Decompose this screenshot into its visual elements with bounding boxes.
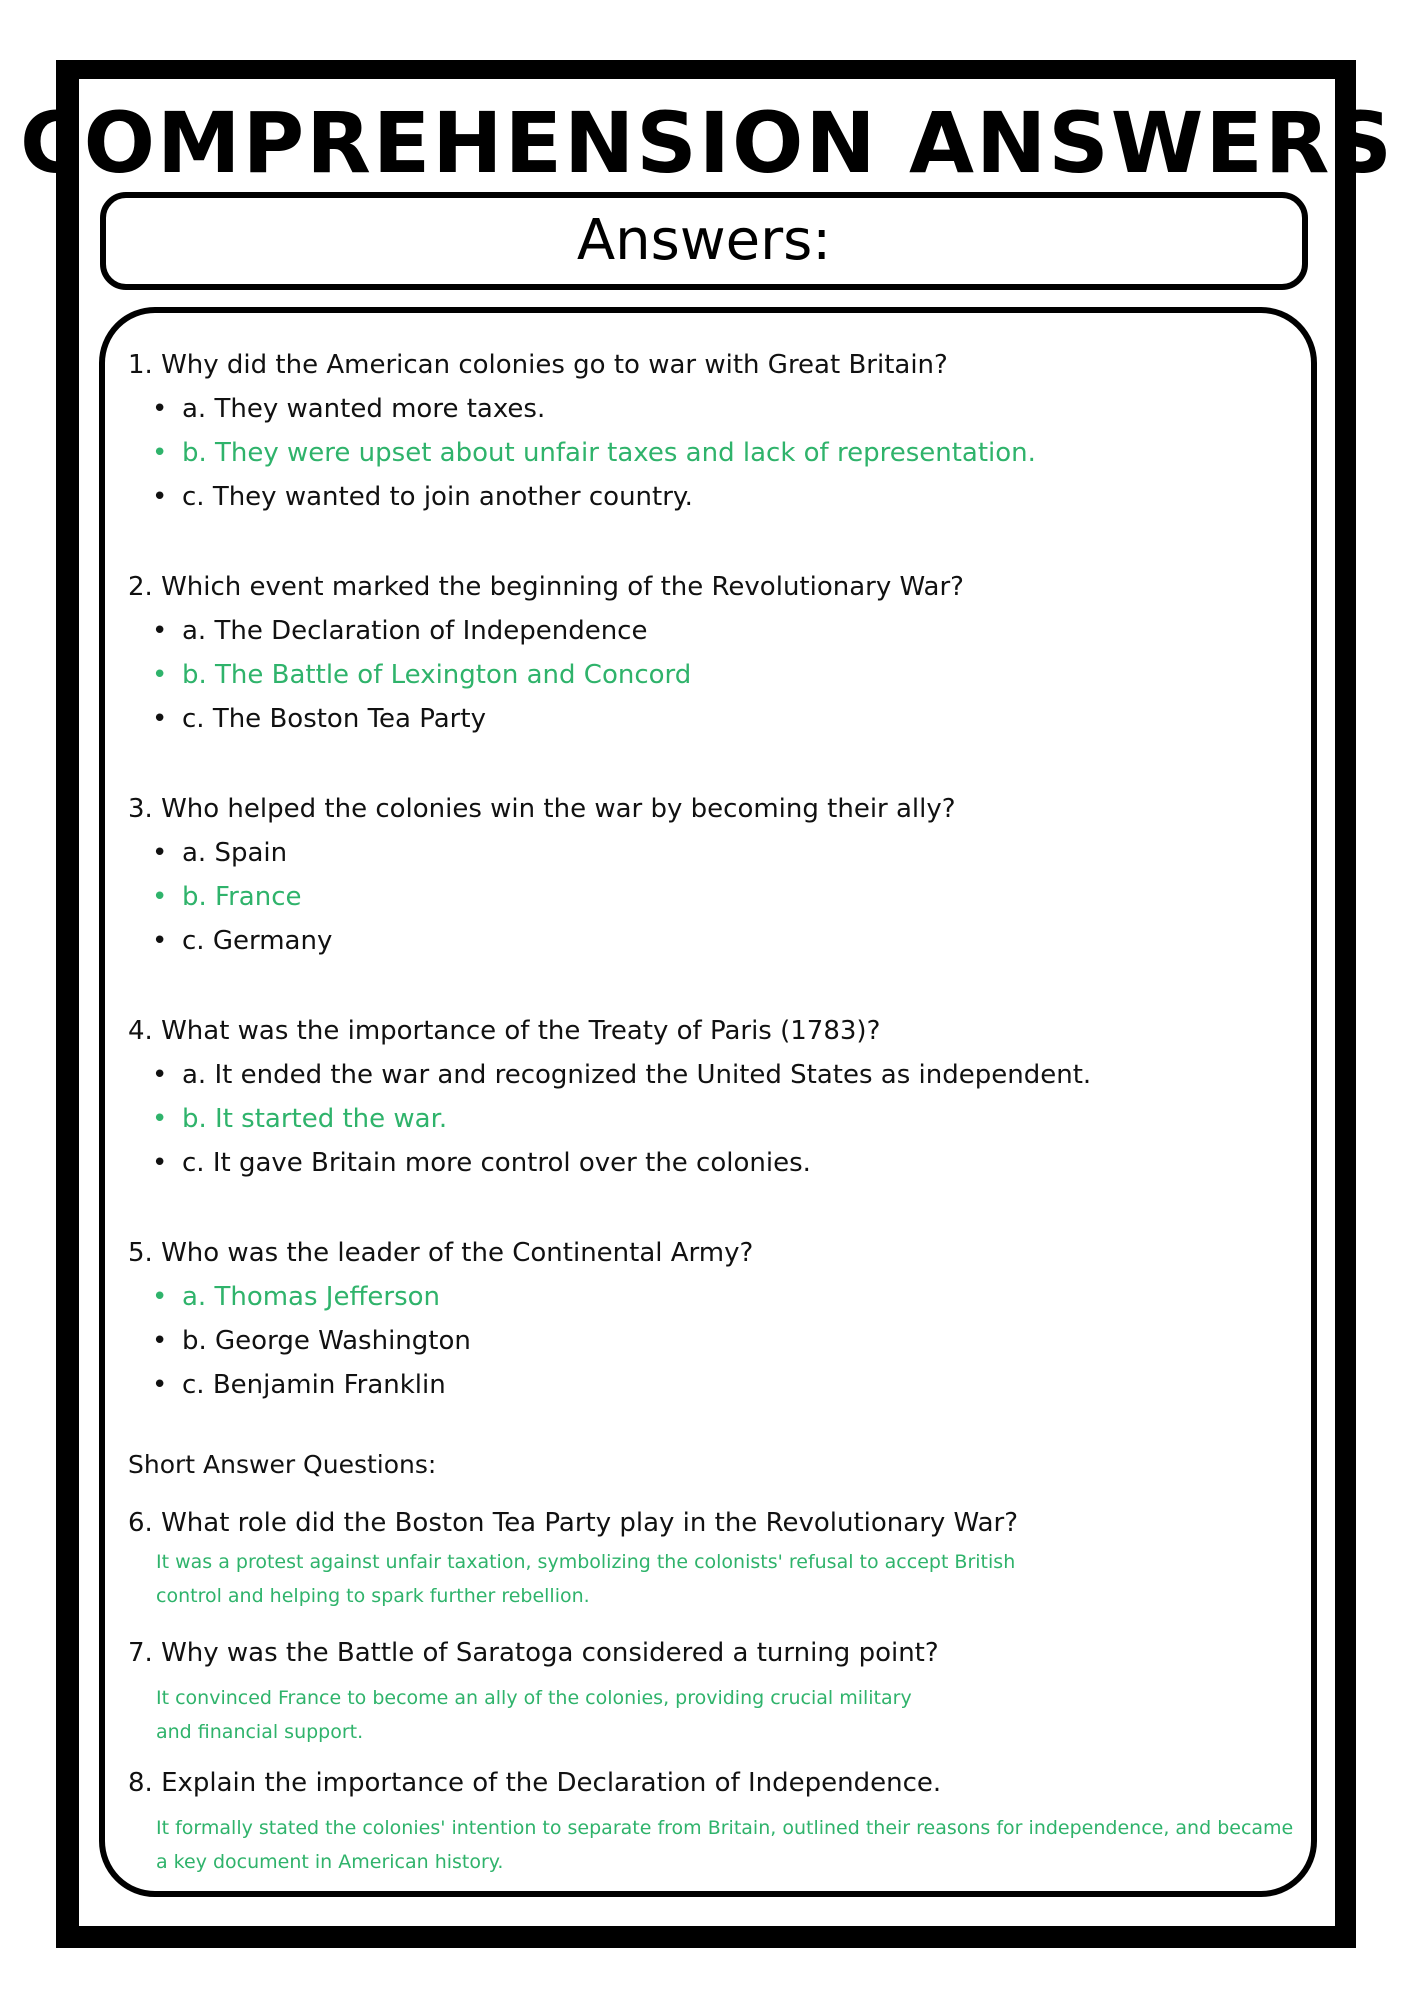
answer-6-line-2: control and helping to spark further rebellion.	[156, 1585, 590, 1607]
bullet-icon: •	[152, 616, 168, 646]
q2-option-a: • a. The Declaration of Independence	[152, 616, 648, 646]
q4-option-c: • c. It gave Britain more control over the colonies.	[152, 1148, 811, 1178]
answers-header-box	[100, 192, 1308, 290]
bullet-icon: •	[152, 660, 168, 690]
question-6: 6. What role did the Boston Tea Party play in the Revolutionary War?	[128, 1508, 1019, 1538]
question-7: 7. Why was the Battle of Saratoga considered a turning point?	[128, 1638, 939, 1668]
bullet-icon: •	[152, 1060, 168, 1090]
question-8: 8. Explain the importance of the Declaration of Independence.	[128, 1768, 942, 1798]
q1-option-b-correct: • b. They were upset about unfair taxes and lack of representation.	[152, 438, 1036, 468]
bullet-icon: •	[152, 926, 168, 956]
q5-option-a-correct: • a. Thomas Jefferson	[152, 1282, 440, 1312]
bullet-icon: •	[152, 1148, 168, 1178]
answer-6-line-1: It was a protest against unfair taxation, symbolizing the colonists' refusal to accept British	[156, 1551, 1016, 1573]
q5-option-b: • b. George Washington	[152, 1326, 471, 1356]
answer-8-line-1: It formally stated the colonies' intention to separate from Britain, outlined their reasons for independence, and became	[156, 1817, 1294, 1839]
bullet-icon: •	[152, 1370, 168, 1400]
q5-option-c: • c. Benjamin Franklin	[152, 1370, 446, 1400]
bullet-icon: •	[152, 882, 168, 912]
q1-option-a: • a. They wanted more taxes.	[152, 394, 546, 424]
q4-option-a: • a. It ended the war and recognized the United States as independent.	[152, 1060, 1092, 1090]
question-1: 1. Why did the American colonies go to war with Great Britain?	[128, 350, 948, 380]
page-title: COMPREHENSION ANSWERS	[20, 94, 1394, 192]
q3-option-b-correct: • b. France	[152, 882, 302, 912]
bullet-icon: •	[152, 1326, 168, 1356]
q3-option-a: • a. Spain	[152, 838, 288, 868]
answers-heading: Answers:	[576, 208, 832, 273]
question-2: 2. Which event marked the beginning of the Revolutionary War?	[128, 572, 964, 602]
bullet-icon: •	[152, 838, 168, 868]
bullet-icon: •	[152, 438, 168, 468]
question-4: 4. What was the importance of the Treaty of Paris (1783)?	[128, 1016, 881, 1046]
bullet-icon: •	[152, 1282, 168, 1312]
q2-option-c: • c. The Boston Tea Party	[152, 704, 486, 734]
bullet-icon: •	[152, 1104, 168, 1134]
q4-option-b-correct: • b. It started the war.	[152, 1104, 448, 1134]
answer-7-line-2: and financial support.	[156, 1721, 364, 1743]
question-3: 3. Who helped the colonies win the war by becoming their ally?	[128, 794, 956, 824]
short-answer-heading: Short Answer Questions:	[128, 1450, 437, 1479]
q2-option-b-correct: • b. The Battle of Lexington and Concord	[152, 660, 692, 690]
answer-7-line-1: It convinced France to become an ally of the colonies, providing crucial military	[156, 1687, 912, 1709]
bullet-icon: •	[152, 394, 168, 424]
bullet-icon: •	[152, 704, 168, 734]
bullet-icon: •	[152, 482, 168, 512]
q3-option-c: • c. Germany	[152, 926, 333, 956]
question-5: 5. Who was the leader of the Continental Army?	[128, 1238, 754, 1268]
q1-option-c: • c. They wanted to join another country.	[152, 482, 693, 512]
answer-8-line-2: a key document in American history.	[156, 1851, 504, 1873]
